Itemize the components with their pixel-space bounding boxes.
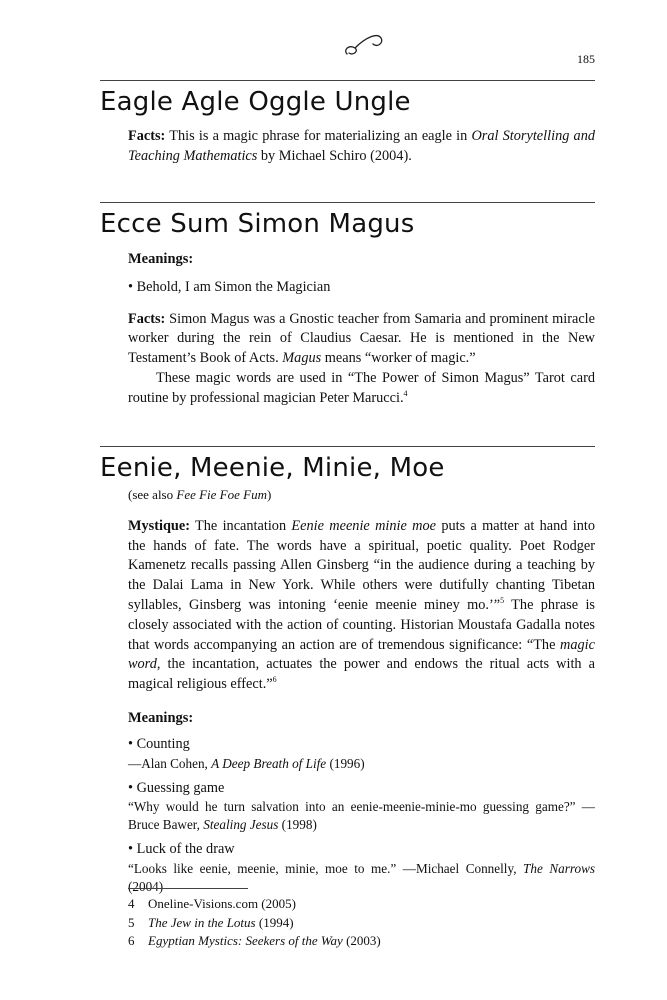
facts-label: Facts: (128, 128, 166, 144)
page-number: 185 (577, 52, 595, 66)
footnote-item: 4 Oneline-Visions.com (2005) (128, 896, 296, 911)
footnote-ref: 6 (272, 675, 277, 685)
meaning-citation: —Alan Cohen, A Deep Breath of Life (1996) (128, 755, 365, 771)
see-also-link[interactable]: Fee Fie Foe Fum (176, 487, 267, 502)
footnote-item: 6 Egyptian Mystics: Seekers of the Way (2003) (128, 933, 381, 948)
meaning-item (128, 779, 595, 835)
meanings-label: Meanings: (128, 251, 194, 267)
section-divider (100, 80, 595, 81)
section-divider (100, 202, 595, 203)
footnote-divider (128, 888, 248, 889)
entry-eagle (100, 80, 595, 167)
book-title: Oral Storytelling and Teaching Mathematics (128, 128, 595, 164)
footnote-item: 5 The Jew in the Lotus (1994) (128, 914, 294, 930)
footnote-ref: 5 (500, 596, 505, 606)
mystique-label: Mystique: (128, 517, 190, 534)
entry-title: Eenie, Meenie, Minie, Moe (100, 453, 445, 483)
footnote-ref: 4 (403, 389, 408, 399)
mystique-paragraph: Mystique: The incantation Eenie meenie minie moe puts a matter at hand into the hands of fate. The words have a spiritual, poetic quality. Poet Rodger Kamenetz recalls passing Allen Ginsberg “in the audience during a teaching by the Dalai Lama in New York. While others were dutifully chanting Tibetan syllables, Ginsberg was intoning ‘eenie meenie miney mo.’”$^5$ The phrase is closely associated with the action of counting. Historian Moustafa Gadalla notes that words accompanying an action are of tremendous significance: “The magic word, the incantation, actuates the power and endows the ritual acts with a magical religious effect.”$^6$ (128, 517, 595, 693)
entry-title: Eagle Agle Oggle Ungle (100, 87, 411, 117)
facts-paragraph-2: These magic words are used in “The Power of Simon Magus” Tarot card routine by professional magician Peter Marucci.$^4$ (128, 369, 595, 406)
meaning-term: • Counting (128, 735, 190, 752)
entry-ecce-sum (100, 202, 595, 409)
see-also: (see also Fee Fie Foe Fum) (128, 487, 272, 502)
facts-paragraph: Facts: Simon Magus was a Gnostic teacher from Samaria and prominent miracle worker during the rein of Claudius Caesar. He is mentioned in the New Testament’s Book of Acts. Magus means “worker of magic.” (128, 310, 595, 367)
section-divider (100, 446, 595, 447)
facts-paragraph: Facts: This is a magic phrase for materializing an eagle in Oral Storytelling and Teaching Mathematics by Michael Schiro (2004). (128, 128, 595, 164)
meaning-term: • Luck of the draw (128, 841, 235, 858)
meaning-citation: “Looks like eenie, meenie, minie, moe to me.” —Michael Connelly, The Narrows (2004) (128, 861, 596, 895)
meaning-item: • Behold, I am Simon the Magician (128, 278, 331, 295)
meaning-term: • Guessing game (128, 779, 225, 796)
meaning-item (128, 735, 595, 773)
entry-eenie-meenie (100, 446, 595, 896)
facts-label: Facts: (128, 310, 166, 327)
meanings-label: Meanings: (128, 709, 194, 726)
swirl-ornament-icon (337, 28, 387, 58)
meaning-citation: “Why would he turn salvation into an eenie-meenie-minie-mo guessing game?” —Bruce Bawer, Stealing Jesus (1998) (128, 799, 595, 833)
footnotes (128, 888, 598, 951)
entry-title: Ecce Sum Simon Magus (100, 209, 415, 239)
